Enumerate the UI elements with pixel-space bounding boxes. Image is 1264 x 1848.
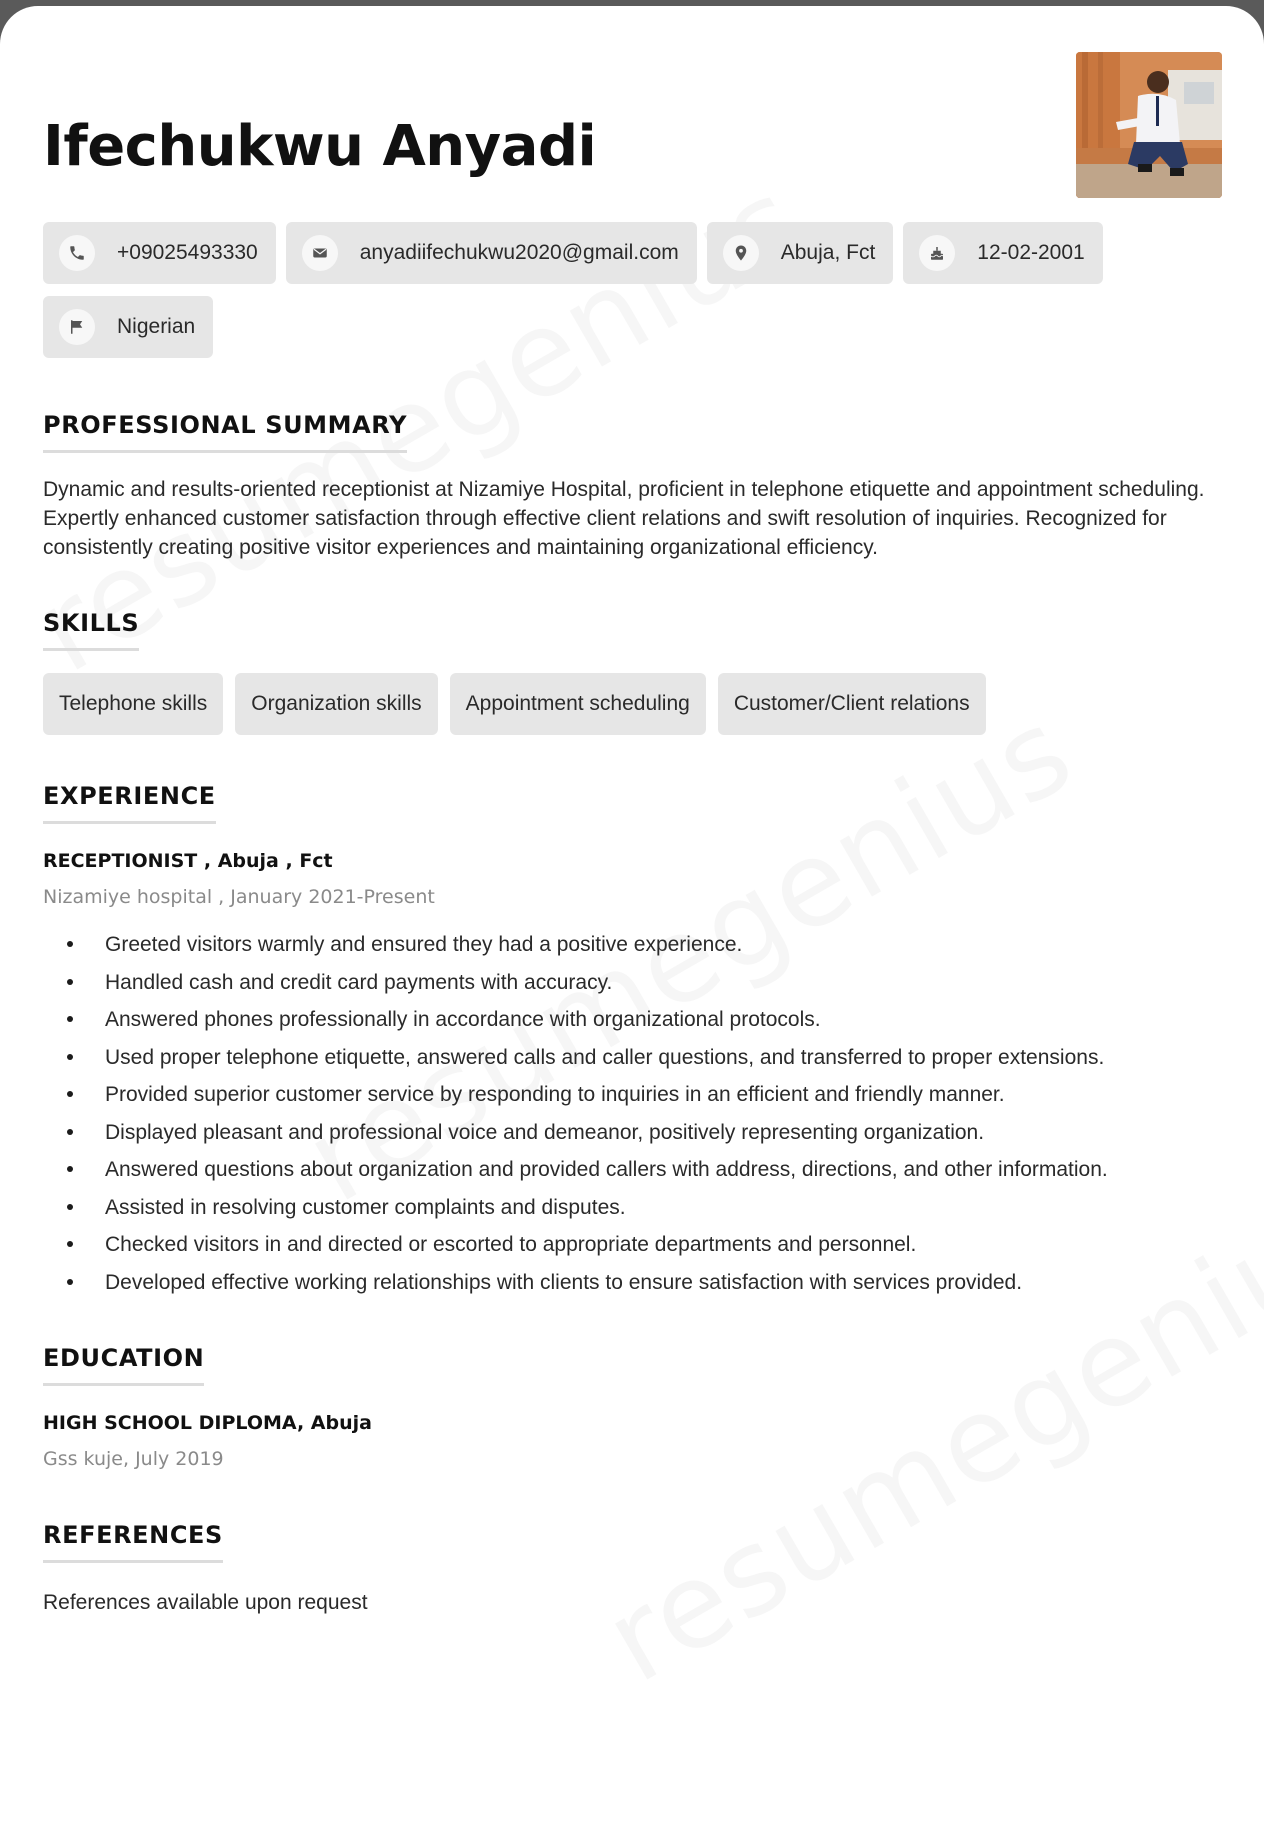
job-bullets: [43, 926, 1223, 1301]
list-item: [43, 1076, 1223, 1114]
education-school-date: Gss kuje, July 2019: [43, 1448, 224, 1470]
profile-photo-image: [1076, 52, 1222, 198]
experience-section: [43, 782, 1223, 1301]
phone-icon: [59, 235, 95, 271]
skill-tag: Appointment scheduling: [450, 673, 706, 735]
profile-photo: [1076, 52, 1222, 198]
contact-info: [43, 222, 1223, 358]
section-title: PROFESSIONAL SUMMARY: [43, 411, 407, 453]
skill-tag: Telephone skills: [43, 673, 223, 735]
contact-email[interactable]: [286, 222, 697, 284]
job-title: RECEPTIONIST , Abuja , Fct: [43, 850, 333, 872]
bullet-dot: [67, 1091, 73, 1097]
section-title: EDUCATION: [43, 1344, 204, 1386]
list-item: [43, 964, 1223, 1002]
skills-section: [43, 609, 1223, 735]
email-icon: [302, 235, 338, 271]
bullet-dot: [67, 1129, 73, 1135]
bullet-text: Answered phones professionally in accordance with organizational protocols.: [105, 1008, 821, 1031]
job-employer-dates: Nizamiye hospital , January 2021-Present: [43, 886, 435, 908]
bullet-dot: [67, 979, 73, 985]
resume-page: [0, 6, 1264, 1848]
section-title: SKILLS: [43, 609, 139, 651]
contact-location[interactable]: [707, 222, 894, 284]
bullet-text: Assisted in resolving customer complaints and disputes.: [105, 1195, 626, 1219]
bullet-dot: [67, 1204, 73, 1210]
contact-nationality[interactable]: [43, 296, 213, 358]
bullet-dot: [67, 1016, 73, 1022]
contact-text: anyadiifechukwu2020@gmail.com: [359, 241, 679, 264]
bullet-dot: [67, 1241, 73, 1247]
list-item: [43, 1039, 1223, 1077]
contact-text: Abuja, Fct: [780, 241, 876, 264]
list-item: [43, 1114, 1223, 1152]
resume-header: [43, 114, 596, 179]
bullet-text: Provided superior customer service by responding to inquiries in an efficient and friendly manner.: [105, 1083, 1005, 1106]
contact-text: +09025493330: [117, 241, 258, 264]
list-item: [43, 1001, 1223, 1039]
section-title: EXPERIENCE: [43, 782, 216, 824]
list-item: [43, 1151, 1223, 1189]
skill-tag: Customer/Client relations: [718, 673, 986, 735]
skills-list: [43, 673, 1223, 735]
location-icon: [723, 235, 759, 271]
list-item: [43, 1189, 1223, 1227]
summary-section: [43, 411, 1223, 562]
education-section: [43, 1344, 1223, 1470]
bullet-text: Greeted visitors warmly and ensured they had a positive experience.: [105, 933, 743, 956]
skill-tag: Organization skills: [235, 673, 437, 735]
bullet-text: Handled cash and credit card payments with accuracy.: [105, 970, 613, 994]
bullet-text: Checked visitors in and directed or escorted to appropriate departments and personnel.: [105, 1233, 917, 1256]
contact-phone[interactable]: [43, 222, 276, 284]
bullet-text: Developed effective working relationships with clients to ensure satisfaction with services provided.: [105, 1270, 1023, 1294]
bullet-dot: [67, 1166, 73, 1172]
summary-text: Dynamic and results-oriented receptionist at Nizamiye Hospital, proficient in telephone etiquette and appointment scheduling. Expertly enhanced customer satisfaction through effective client relations and swift resolution of inquiries. Recognized for consistently creating positive visitor experiences and maintaining organizational efficiency.: [43, 478, 1205, 559]
references-text: References available upon request: [43, 1591, 368, 1614]
contact-text: Nigerian: [117, 315, 196, 338]
bullet-text: Answered questions about organization and provided callers with address, directions, and other information.: [105, 1158, 1108, 1181]
bullet-dot: [67, 1054, 73, 1060]
candidate-name: Ifechukwu Anyadi: [43, 114, 597, 179]
list-item: [43, 1226, 1223, 1264]
bullet-text: Used proper telephone etiquette, answered calls and caller questions, and transferred to proper extensions.: [105, 1045, 1105, 1069]
contact-birthdate[interactable]: [903, 222, 1102, 284]
section-title: REFERENCES: [43, 1521, 223, 1563]
bullet-dot: [67, 941, 73, 947]
contact-text: 12-02-2001: [977, 241, 1085, 264]
flag-icon: [59, 309, 95, 345]
bullet-text: Displayed pleasant and professional voice and demeanor, positively representing organization.: [105, 1120, 985, 1144]
list-item: [43, 926, 1223, 964]
birthday-icon: [919, 235, 955, 271]
bullet-dot: [67, 1279, 73, 1285]
list-item: [43, 1264, 1223, 1302]
education-degree: HIGH SCHOOL DIPLOMA, Abuja: [43, 1412, 372, 1434]
references-section: [43, 1521, 1223, 1615]
